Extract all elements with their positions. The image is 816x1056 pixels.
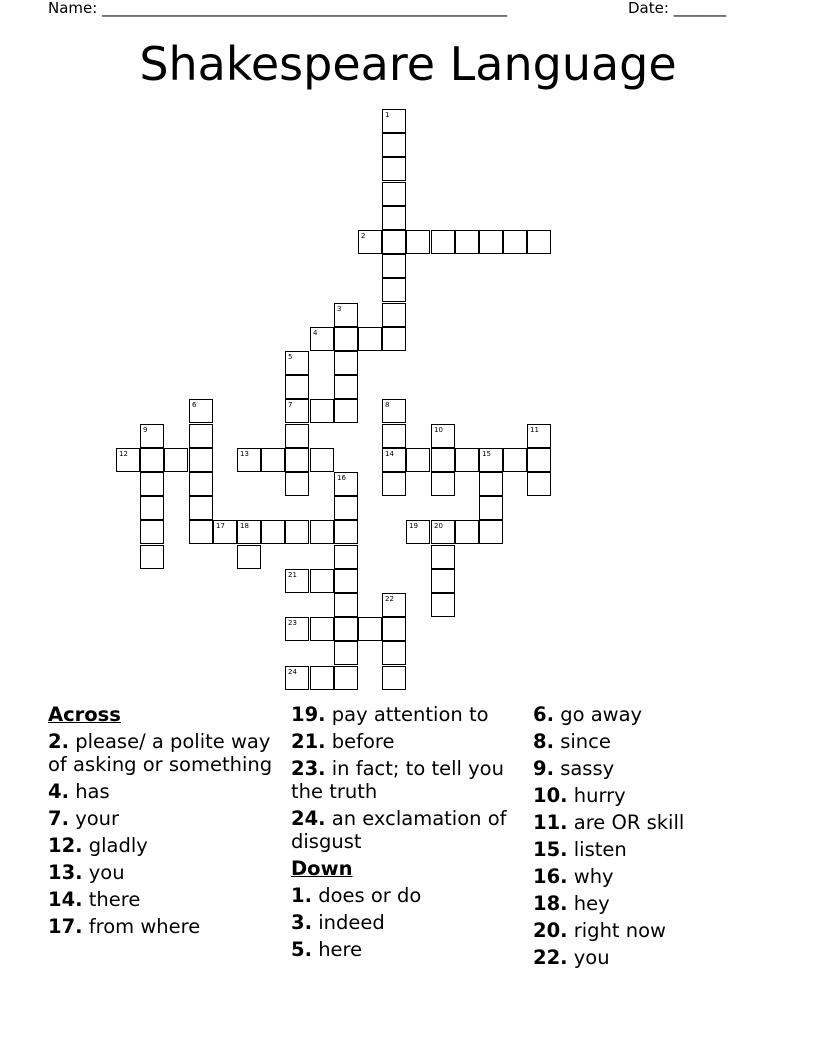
across-clue [48, 888, 288, 911]
cell-number: 16 [337, 474, 346, 482]
clue-text: gladly [88, 834, 148, 857]
grid-cell[interactable] [285, 617, 309, 641]
clue-number: 23. [291, 757, 326, 780]
grid-cell[interactable] [382, 472, 406, 496]
grid-cell[interactable] [382, 617, 406, 641]
cell-number: 2 [361, 232, 366, 240]
clue-text: hey [573, 892, 610, 915]
clue-text: you [88, 861, 125, 884]
clue-number: 6. [533, 703, 554, 726]
grid-cell[interactable] [334, 569, 358, 593]
clue-number: 14. [48, 888, 83, 911]
clue-number: 18. [533, 892, 568, 915]
clue-number: 20. [533, 919, 568, 942]
clue-number: 5. [291, 938, 312, 961]
grid-cell[interactable] [503, 230, 527, 254]
cell-number: 7 [288, 401, 293, 409]
clue-text: why [573, 865, 614, 888]
grid-cell[interactable] [406, 448, 430, 472]
grid-cell[interactable] [310, 448, 334, 472]
down-clue [533, 946, 773, 969]
grid-cell[interactable] [431, 448, 455, 472]
grid-cell[interactable] [431, 520, 455, 544]
grid-cell[interactable] [527, 448, 551, 472]
clue-number: 3. [291, 911, 312, 934]
grid-cell[interactable] [237, 448, 261, 472]
clue-column-1 [48, 703, 288, 942]
grid-cell[interactable] [382, 666, 406, 690]
cell-number: 10 [434, 426, 443, 434]
grid-cell[interactable] [334, 375, 358, 399]
grid-cell[interactable] [431, 230, 455, 254]
clue-text: right now [573, 919, 667, 942]
name-field-label: Name: ______________________________________________________ [48, 0, 508, 17]
clue-number: 11. [533, 811, 568, 834]
clue-column-3 [533, 703, 773, 973]
grid-cell[interactable] [164, 448, 188, 472]
grid-cell[interactable] [310, 327, 334, 351]
clue-number: 8. [533, 730, 554, 753]
grid-cell[interactable] [285, 520, 309, 544]
grid-cell[interactable] [334, 327, 358, 351]
grid-cell[interactable] [285, 666, 309, 690]
grid-cell[interactable] [479, 230, 503, 254]
clue-number: 9. [533, 757, 554, 780]
grid-cell[interactable] [285, 351, 309, 375]
grid-cell[interactable] [285, 472, 309, 496]
grid-cell[interactable] [431, 569, 455, 593]
down-clue [291, 884, 531, 907]
clue-number: 10. [533, 784, 568, 807]
grid-cell[interactable] [310, 399, 334, 423]
clue-column-2 [291, 703, 531, 965]
grid-cell[interactable] [382, 157, 406, 181]
down-clue [291, 911, 531, 934]
grid-cell[interactable] [431, 424, 455, 448]
date-field-label: Date: _______ [628, 0, 727, 17]
grid-cell[interactable] [406, 230, 430, 254]
page-title: Shakespeare Language [139, 37, 677, 91]
across-clue [48, 915, 288, 938]
cell-number: 8 [385, 401, 390, 409]
cell-number: 12 [119, 450, 128, 458]
grid-cell[interactable] [334, 593, 358, 617]
grid-cell[interactable] [334, 641, 358, 665]
grid-cell[interactable] [189, 496, 213, 520]
grid-cell[interactable] [140, 448, 164, 472]
grid-cell[interactable] [479, 520, 503, 544]
cell-number: 13 [240, 450, 249, 458]
grid-cell[interactable] [527, 230, 551, 254]
clue-number: 21. [291, 730, 326, 753]
grid-cell[interactable] [334, 399, 358, 423]
down-clue [291, 938, 531, 961]
grid-cell[interactable] [310, 520, 334, 544]
down-clue [533, 757, 773, 780]
grid-cell[interactable] [527, 424, 551, 448]
grid-cell[interactable] [382, 448, 406, 472]
clue-text: please/ a polite way of asking or something [48, 730, 273, 776]
grid-cell[interactable] [140, 496, 164, 520]
grid-cell[interactable] [310, 569, 334, 593]
clue-text: indeed [318, 911, 385, 934]
cell-number: 18 [240, 522, 249, 530]
clue-text: before [331, 730, 395, 753]
clue-text: go away [560, 703, 643, 726]
down-clue [533, 838, 773, 861]
grid-cell[interactable] [527, 472, 551, 496]
grid-cell[interactable] [382, 303, 406, 327]
grid-cell[interactable] [382, 641, 406, 665]
cell-number: 19 [409, 522, 418, 530]
grid-cell[interactable] [140, 472, 164, 496]
grid-cell[interactable] [406, 520, 430, 544]
across-clue [291, 730, 531, 753]
grid-cell[interactable] [382, 399, 406, 423]
grid-cell[interactable] [334, 472, 358, 496]
clue-text: sassy [560, 757, 615, 780]
grid-cell[interactable] [455, 448, 479, 472]
cell-number: 14 [385, 450, 394, 458]
cell-number: 21 [288, 571, 297, 579]
clue-number: 15. [533, 838, 568, 861]
cell-number: 6 [192, 401, 197, 409]
grid-cell[interactable] [382, 327, 406, 351]
grid-cell[interactable] [382, 182, 406, 206]
clue-number: 7. [48, 807, 69, 830]
grid-cell[interactable] [310, 666, 334, 690]
grid-cell[interactable] [334, 617, 358, 641]
clue-text: since [560, 730, 611, 753]
clue-number: 1. [291, 884, 312, 907]
grid-cell[interactable] [334, 520, 358, 544]
cell-number: 24 [288, 668, 297, 676]
across-clue [48, 807, 288, 830]
clue-number: 17. [48, 915, 83, 938]
grid-cell[interactable] [479, 472, 503, 496]
down-clue [533, 703, 773, 726]
grid-cell[interactable] [431, 472, 455, 496]
clue-text: in fact; to tell you the truth [291, 757, 504, 803]
grid-cell[interactable] [382, 206, 406, 230]
grid-cell[interactable] [479, 496, 503, 520]
down-heading: Down [291, 857, 353, 880]
grid-cell[interactable] [213, 520, 237, 544]
cell-number: 4 [313, 329, 318, 337]
clue-number: 19. [291, 703, 326, 726]
clue-text: has [75, 780, 110, 803]
grid-cell[interactable] [261, 448, 285, 472]
clue-number: 4. [48, 780, 69, 803]
grid-cell[interactable] [285, 399, 309, 423]
clue-text: hurry [573, 784, 626, 807]
down-clue [533, 865, 773, 888]
grid-cell[interactable] [431, 593, 455, 617]
grid-cell[interactable] [455, 520, 479, 544]
across-clue [48, 730, 288, 776]
cell-number: 23 [288, 619, 297, 627]
cell-number: 11 [530, 426, 539, 434]
grid-cell[interactable] [382, 424, 406, 448]
grid-cell[interactable] [140, 424, 164, 448]
grid-cell[interactable] [285, 448, 309, 472]
down-clue [533, 730, 773, 753]
grid-cell[interactable] [382, 278, 406, 302]
clue-number: 13. [48, 861, 83, 884]
grid-cell[interactable] [334, 351, 358, 375]
grid-cell[interactable] [334, 666, 358, 690]
cell-number: 22 [385, 595, 394, 603]
grid-cell[interactable] [285, 375, 309, 399]
grid-cell[interactable] [334, 303, 358, 327]
cell-number: 3 [337, 305, 342, 313]
grid-cell[interactable] [237, 545, 261, 569]
cell-number: 1 [385, 111, 390, 119]
clue-text: does or do [318, 884, 422, 907]
across-clue [291, 807, 531, 853]
grid-cell[interactable] [503, 448, 527, 472]
grid-cell[interactable] [261, 520, 285, 544]
grid-cell[interactable] [382, 230, 406, 254]
clue-text: from where [88, 915, 201, 938]
clue-text: your [75, 807, 120, 830]
down-clue [533, 784, 773, 807]
grid-cell[interactable] [189, 399, 213, 423]
clue-text: an exclamation of disgust [291, 807, 507, 853]
down-clue [533, 892, 773, 915]
grid-cell[interactable] [189, 448, 213, 472]
cell-number: 17 [216, 522, 225, 530]
grid-cell[interactable] [310, 617, 334, 641]
cell-number: 20 [434, 522, 443, 530]
grid-cell[interactable] [189, 472, 213, 496]
clue-text: pay attention to [331, 703, 489, 726]
down-clue [533, 811, 773, 834]
clue-text: are OR skill [573, 811, 685, 834]
grid-cell[interactable] [116, 448, 140, 472]
clue-number: 16. [533, 865, 568, 888]
clue-number: 24. [291, 807, 326, 830]
grid-cell[interactable] [140, 545, 164, 569]
grid-cell[interactable] [382, 109, 406, 133]
grid-cell[interactable] [479, 448, 503, 472]
grid-cell[interactable] [140, 520, 164, 544]
grid-cell[interactable] [285, 569, 309, 593]
grid-cell[interactable] [382, 254, 406, 278]
clue-text: you [573, 946, 610, 969]
grid-cell[interactable] [455, 230, 479, 254]
across-clue [48, 780, 288, 803]
grid-cell[interactable] [358, 230, 382, 254]
clue-text: there [88, 888, 141, 911]
grid-cell[interactable] [189, 520, 213, 544]
grid-cell[interactable] [382, 133, 406, 157]
across-clue [48, 834, 288, 857]
clue-text: listen [573, 838, 627, 861]
across-clue [48, 861, 288, 884]
grid-cell[interactable] [285, 424, 309, 448]
cell-number: 9 [143, 426, 148, 434]
grid-cell[interactable] [358, 327, 382, 351]
cell-number: 15 [482, 450, 491, 458]
clue-number: 2. [48, 730, 69, 753]
grid-cell[interactable] [382, 593, 406, 617]
down-clue [533, 919, 773, 942]
clue-text: here [318, 938, 363, 961]
across-clue [291, 757, 531, 803]
clue-number: 22. [533, 946, 568, 969]
cell-number: 5 [288, 353, 293, 361]
across-heading: Across [48, 703, 121, 726]
grid-cell[interactable] [334, 496, 358, 520]
grid-cell[interactable] [334, 545, 358, 569]
grid-cell[interactable] [431, 545, 455, 569]
grid-cell[interactable] [237, 520, 261, 544]
across-clue [291, 703, 531, 726]
clue-number: 12. [48, 834, 83, 857]
grid-cell[interactable] [189, 424, 213, 448]
grid-cell[interactable] [358, 617, 382, 641]
